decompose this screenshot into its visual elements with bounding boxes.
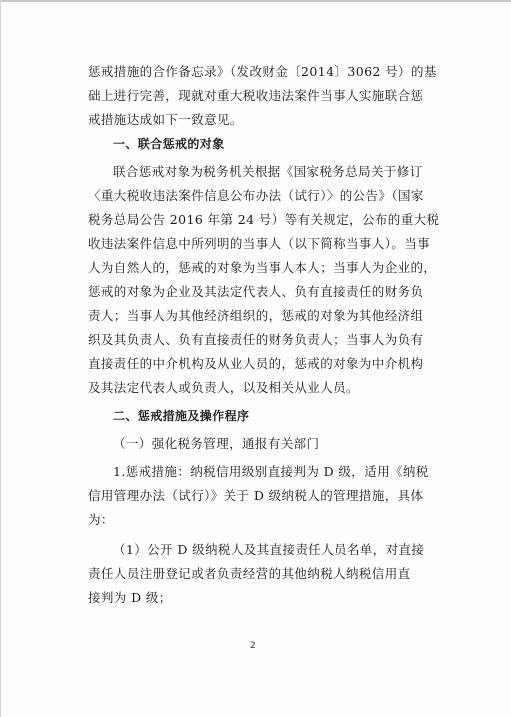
document-body — [88, 60, 440, 610]
body-line: 信用管理办法（试行）》关于 D 级纳税人的管理措施，具体 — [88, 488, 424, 503]
body-line: 1.惩戒措施：纳税信用级别直接判为 D 级，适用《纳税 — [113, 464, 429, 479]
body-line: （1）公开 D 级纳税人及其直接责任人员名单，对直接 — [113, 542, 425, 557]
body-line: 为： — [88, 512, 114, 527]
scan-edge — [0, 0, 1, 717]
body-line: 戒措施达成如下一致意见。 — [88, 112, 243, 127]
body-line: 直接责任的中介机构及从业人员的，惩戒的对象为中介机构 — [88, 356, 424, 371]
body-line: 织及其负责人、负有直接责任的财务负责人；当事人为负有 — [88, 332, 424, 347]
body-line: 础上进行完善，现就对重大税收违法案件当事人实施联合惩 — [88, 88, 424, 103]
body-line: 人为自然人的，惩戒的对象为当事人本人；当事人为企业的， — [88, 260, 437, 275]
section-heading: 二、惩戒措施及操作程序 — [113, 409, 250, 423]
body-line: 税务总局公告 2016 年第 24 号）等有关规定，公布的重大税 — [88, 212, 440, 227]
page-number: 2 — [250, 641, 256, 651]
subsection-heading: （一）强化税务管理，通报有关部门 — [113, 436, 320, 451]
body-line: 及其法定代表人或负责人，以及相关从业人员。 — [88, 380, 359, 395]
body-line: 接判为 D 级； — [88, 590, 172, 605]
section-heading: 一、联合惩戒的对象 — [113, 137, 225, 151]
body-line: 惩戒的对象为企业及其法定代表人、负有直接责任的财务负 — [88, 284, 424, 299]
body-line: 惩戒措施的合作备忘录》（发改财金〔2014〕3062 号）的基 — [88, 64, 437, 79]
scan-edge — [0, 0, 511, 2]
body-line: 责任人员注册登记或者负责经营的其他纳税人纳税信用直 — [88, 566, 411, 581]
body-line: 联合惩戒对象为税务机关根据《国家税务总局关于修订 — [113, 164, 423, 179]
body-line: 责人；当事人为其他经济组织的，惩戒的对象为其他经济组 — [88, 308, 424, 323]
body-line: 〈重大税收违法案件信息公布办法（试行）〉的公告》（国家 — [88, 188, 424, 203]
body-line: 收违法案件信息中所列明的当事人（以下简称当事人）。当事 — [88, 236, 431, 251]
